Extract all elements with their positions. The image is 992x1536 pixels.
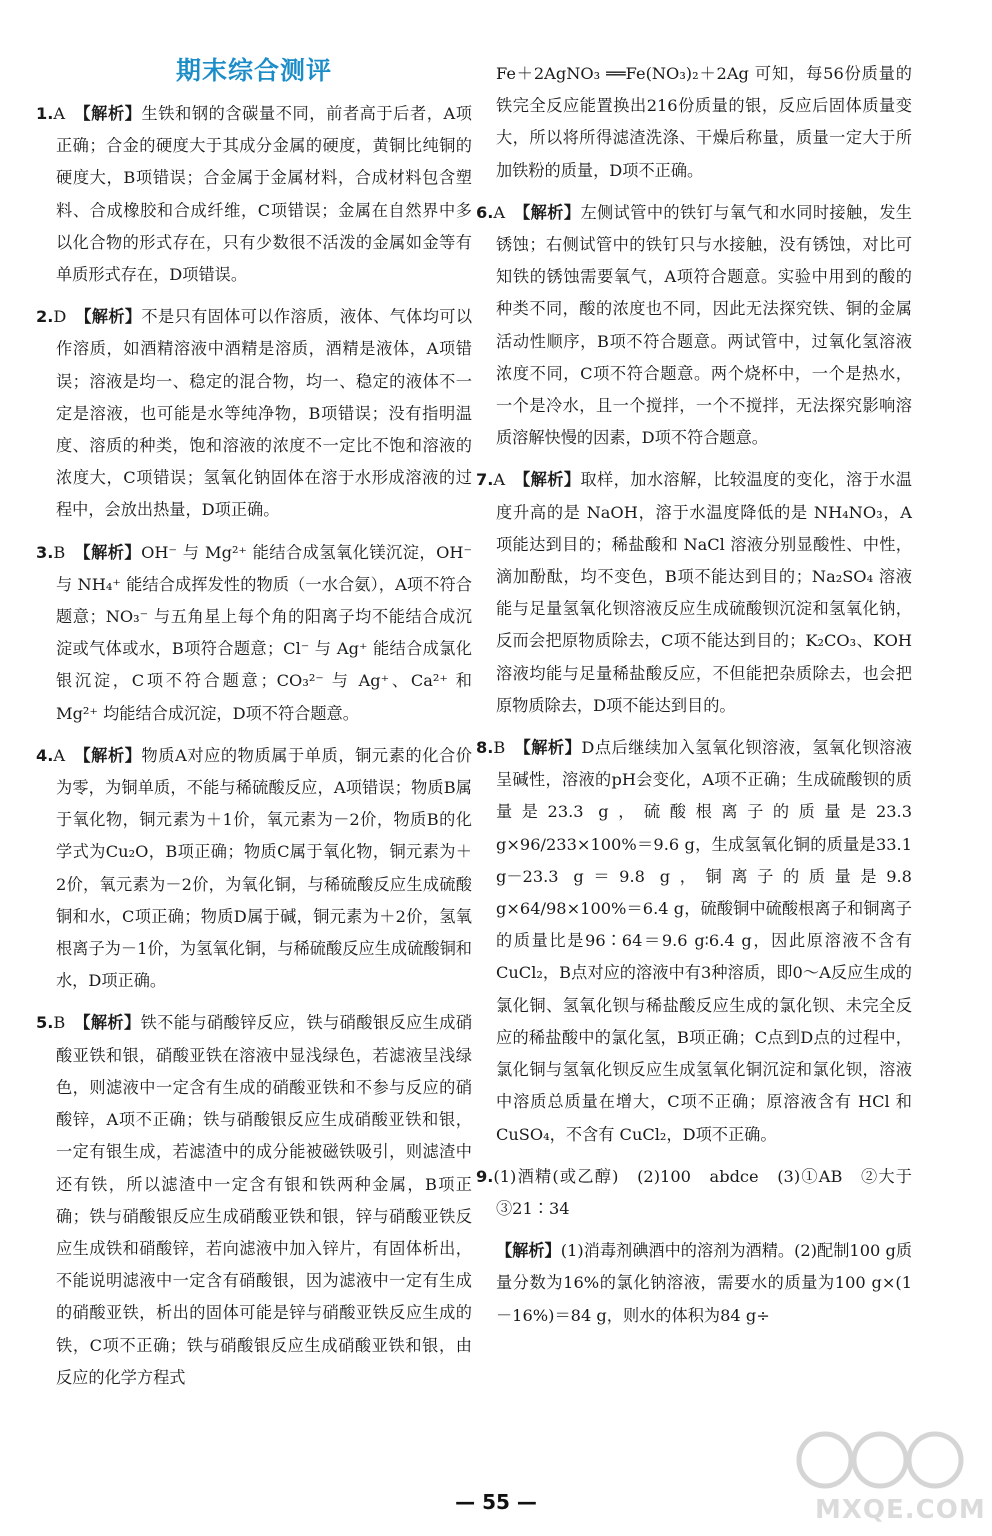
item-answer: A [53,104,66,123]
left-answer-list [36,98,472,1394]
analysis-tag: 【解析】 [522,738,582,758]
item-answer: B [53,1013,66,1033]
item-answer: B [53,542,66,562]
right-column [476,58,929,1342]
item-number: 7. [476,470,494,490]
item-number: 2. [36,307,54,327]
answer-item [36,98,472,291]
item-number: 9. [476,1166,494,1186]
analysis-tag: 【解析】 [83,307,142,327]
analysis-tag: 【解析】 [522,470,581,490]
analysis-tag: 【解析】 [496,1241,561,1261]
answer-item [476,732,912,1151]
item-answer: B [493,738,506,758]
watermark-text: MXQE.COM [815,1495,986,1525]
page-number: — 55 — [455,1490,537,1514]
answer-item [476,1235,912,1332]
item-text: 物质A对应的物质属于单质，铜元素的化合价为零，为铜单质，不能与稀硫酸反应，A项错误；物质B属于氧化物，铜元素为＋1价，氧元素为－2价，物质B的化学式为Cu₂O，B项正确；物质C属于氧化物，铜元素为＋2价，氧元素为－2价，为氧化铜，与稀硫酸反应生成硫酸铜和水，C项正确；物质D属于碱，铜元素为＋2价，氢氧根离子为－1价，为氢氧化铜，与稀硫酸反应生成硫酸铜和水，D项正确。 [56,745,472,991]
left-column [36,52,472,1404]
answer-item [476,464,912,722]
analysis-tag: 【解析】 [82,104,142,123]
answer-item [36,301,472,526]
analysis-tag: 【解析】 [82,1013,141,1033]
item-number: 5. [36,1013,54,1033]
item-number: 3. [36,542,54,562]
item-text: 左侧试管中的铁钉与氧气和水同时接触，发生锈蚀；右侧试管中的铁钉只与水接触，没有锈蚀，对比可知铁的锈蚀需要氧气，A项符合题意。实验中用到的酸的种类不同，酸的浓度也不同，因此无法探究铁、铜的金属活动性顺序，B项不符合题意。两试管中，过氧化氢溶液浓度不同，C项不符合题意。两个烧杯中，一个是热水，一个是冷水，且一个搅拌，一个不搅拌，无法探究影响溶质溶解快慢的因素，D项不符合题意。 [496,202,912,448]
answer-item [476,58,912,187]
item-text: (1)酒精(或乙醇) (2)100 abdce (3)①AB ②大于 ③21∶34 [493,1166,929,1218]
item-number: 4. [36,745,54,765]
analysis-tag: 【解析】 [82,542,142,562]
answer-item [476,197,912,455]
analysis-tag: 【解析】 [82,745,142,765]
item-number: 8. [476,738,494,758]
item-number: 1. [36,104,54,123]
right-answer-list [476,58,929,1332]
analysis-tag: 【解析】 [522,202,581,222]
answer-item [36,537,472,730]
item-answer: A [53,745,66,765]
answer-item [476,1161,929,1225]
item-text: 取样，加水溶解，比较温度的变化，溶于水温度升高的是 NaOH，溶于水温度降低的是 NH₄NO₃，A项能达到目的；稀盐酸和 NaCl 溶液分别显酸性、中性，滴加酚酞，均不变色，B项不能达到目的；Na₂SO₄ 溶液能与足量氢氧化钡溶液反应生成硫酸钡沉淀和氢氧化钠，反而会把原物质除去，C项不能达到目的；K₂CO₃、KOH 溶液均能与足量稀盐酸反应，不但能把杂质除去，也会把原物质除去，D项不能达到目的。 [496,470,912,715]
item-text: 不是只有固体可以作溶质，液体、气体均可以作溶质，如酒精溶液中酒精是溶质，酒精是液体，A项错误；溶液是均一、稳定的混合物，均一、稳定的液体不一定是溶液，也可能是水等纯净物，B项错误；没有指明温度、溶质的种类，饱和溶液的浓度不一定比不饱和溶液的浓度大，C项错误；氢氧化钠固体在溶于水形成溶液的过程中，会放出热量，D项正确。 [56,307,473,520]
watermark-stamp-icon [795,1425,975,1495]
item-text: 生铁和钢的含碳量不同，前者高于后者，A项正确；合金的硬度大于其成分金属的硬度，黄铜比纯铜的硬度大，B项错误；合金属于金属材料，合成材料包含塑料、合成橡胶和合成纤维，C项错误；金属在自然界中多以化合物的形式存在，只有少数很不活泼的金属如金等有单质形式存在，D项错误。 [56,104,472,285]
item-number: 6. [476,202,494,222]
item-answer: D [53,307,67,327]
item-answer: A [493,470,506,490]
item-text: D点后继续加入氢氧化钡溶液，氢氧化钡溶液呈碱性，溶液的pH会变化，A项不正确；生成硫酸钡的质量是23.3 g，硫酸根离子的质量是23.3 g×96/233×100%＝9.6 g，生成氢氧化铜的质量是33.1 g－23.3 g＝9.8 g，铜离子的质量是9.8 g×64/98×100%＝6.4 g，硫酸铜中硫酸根离子和铜离子的质量比是96∶64＝9.6 g∶6.4 g，因此原溶液不含有 CuCl₂，B点对应的溶液中有3种溶质，即0～A反应生成的氯化铜、氢氧化钡与稀盐酸反应生成的氯化钡、未完全反应的稀盐酸中的氯化氢，B项正确；C点到D点的过程中，氯化铜与氢氧化钡反应生成氢氧化铜沉淀和氯化钡，溶液中溶质总质量在增大，C项不正确；原溶液含有 HCl 和 CuSO₄，不含有 CuCl₂，D项不正确。 [496,738,912,1144]
item-text: OH⁻ 与 Mg²⁺ 能结合成氢氧化镁沉淀，OH⁻ 与 NH₄⁺ 能结合成挥发性的物质（一水合氨），A项不符合题意；NO₃⁻ 与五角星上每个角的阳离子均不能结合成沉淀或气体或水，B项符合题意；Cl⁻ 与 Ag⁺ 能结合成氯化银沉淀，C项不符合题意；CO₃²⁻ 与 Ag⁺、Ca²⁺ 和 Mg²⁺ 均能结合成沉淀，D项不符合题意。 [56,542,472,723]
item-answer: A [493,202,506,222]
answer-item [36,1007,472,1393]
watermark-logo [795,1425,986,1525]
answer-item [36,740,472,998]
item-text: (1)消毒剂碘酒中的溶剂为酒精。(2)配制100 g质量分数为16%的氯化钠溶液，需要水的质量为100 g×(1－16%)＝84 g，则水的体积为84 g÷ [496,1241,913,1325]
item-text: 铁不能与硝酸锌反应，铁与硝酸银反应生成硝酸亚铁和银，硝酸亚铁在溶液中显浅绿色，若滤液呈浅绿色，则滤液中一定含有生成的硝酸亚铁和不参与反应的硝酸锌，A项不正确；铁与硝酸银反应生成硝酸亚铁和银，一定有银生成，若滤渣中的成分能被磁铁吸引，则滤渣中还有铁，所以滤渣中一定含有银和铁两种金属，B项正确；铁与硝酸银反应生成硝酸亚铁和银，锌与硝酸亚铁反应生成铁和硝酸锌，若向滤液中加入锌片，有固体析出，不能说明滤液中一定含有硝酸银，因为滤液中一定有生成的硝酸亚铁，析出的固体可能是锌与硝酸亚铁反应生成的铁，C项不正确；铁与硝酸银反应生成硝酸亚铁和银，由反应的化学方程式 [56,1013,473,1387]
item-text: Fe＋2AgNO₃ ══Fe(NO₃)₂＋2Ag 可知，每56份质量的铁完全反应能置换出216份质量的银，反应后固体质量变大，所以将所得滤渣洗涤、干燥后称量，质量一定大于所加铁粉的质量，D项不正确。 [496,64,912,180]
page-title: 期末综合测评 [175,56,332,85]
